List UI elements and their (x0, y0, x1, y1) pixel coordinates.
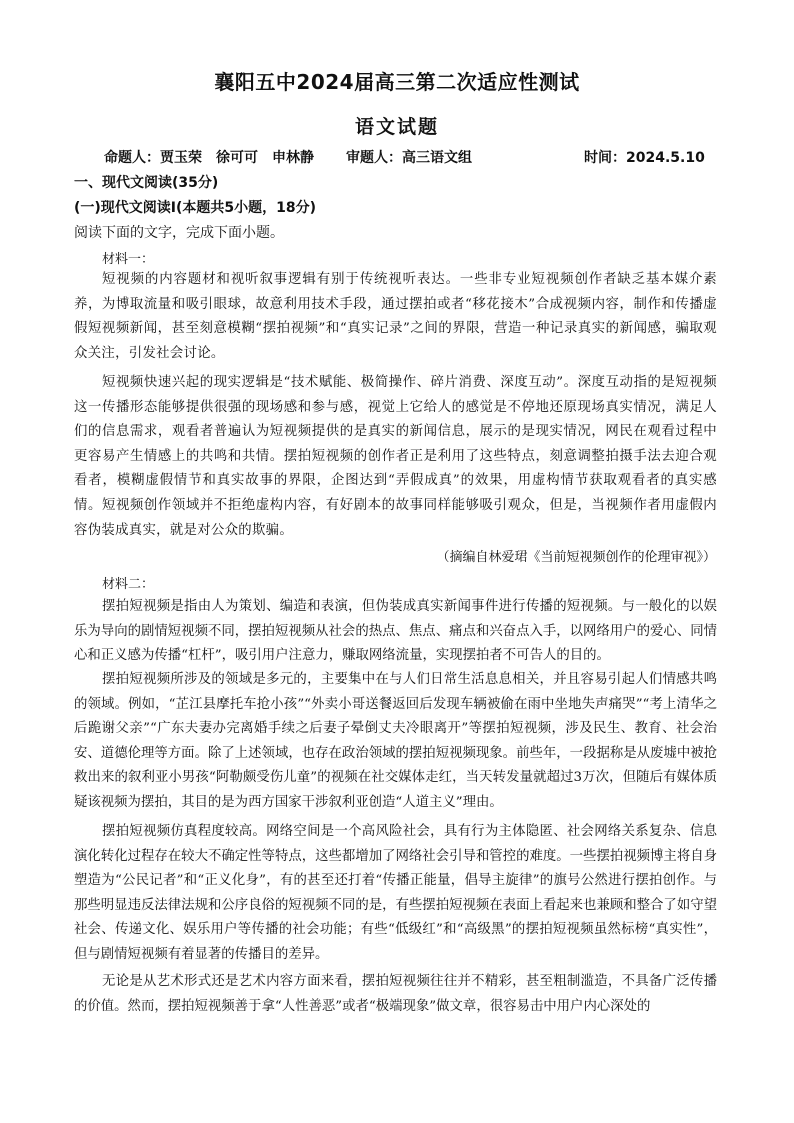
subsection-heading: (一)现代文阅读Ⅰ(本题共5小题，18分) (74, 200, 317, 216)
material-label: 材料一： (102, 252, 155, 267)
paragraph: 摆拍短视频所涉及的领域是多元的，主要集中在与人们日常生活息息相关，并且容易引起人们情感共鸣的领域。例如，“芷江县摩托车抢小孩”“外卖小哥送餐返回后发现车辆被偷在雨中坐地失声痛哭”“考上清华之后跪谢父亲”“广东夫妻办完离婚手续之后妻子晕倒丈夫冷眼离开”等摆拍短视频，涉及民生、教育、社会治安、道德伦理等方面。除了上述领域，也存在政治领域的摆拍短视频现象。前些年，一段据称是从废墟中被抢救出来的叙利亚小男孩“阿勒颇受伤儿童”的视频在社交媒体走红，当天转发量就超过3万次，但随后有媒体质疑该视频为摆拍，其目的是为西方国家干涉叙利亚创造“人道主义”理由。 (74, 672, 717, 810)
section-heading: 一、现代文阅读(35分) (74, 175, 219, 191)
reading-instruction: 阅读下面的文字，完成下面小题。 (74, 225, 284, 241)
reviewer-line: 审题人：高三语文组 (346, 150, 472, 166)
setters-line: 命题人：贾玉荣 徐可可 申林静 (104, 150, 314, 166)
source-citation: （摘编自林爱珺《当前短视频创作的伦理审视》） (436, 550, 716, 565)
paragraph: 无论是从艺术形式还是艺术内容方面来看，摆拍短视频往往并不精彩，甚至粗制滥造，不具备广泛传播的价值。然而，摆拍短视频善于拿“人性善恶”或者“极端现象”做文章，很容易击中用户内心深处的 (74, 974, 717, 1014)
exam-title: 襄阳五中2024届高三第二次适应性测试 (214, 70, 580, 94)
paragraph: 摆拍短视频仿真程度较高。网络空间是一个高风险社会，具有行为主体隐匿、社会网络关系复杂、信息演化转化过程存在较大不确定性等特点，这些都增加了网络社会引导和管控的难度。一些摆拍视频博主将自身塑造为“公民记者”和“正义化身”，有的甚至还打着“传播正能量，倡导主旋律”的旗号公然进行摆拍创作。与那些明显违反法律法规和公序良俗的短视频不同的是，有些摆拍短视频在表面上看起来也兼顾和整合了如守望社会、传递文化、娱乐用户等传播的社会功能；有些“低级红”和“高级黑”的摆拍短视频虽然标榜“真实性”，但与剧情短视频有着显著的传播目的差异。 (74, 824, 717, 962)
exam-time: 时间：2024.5.10 (584, 150, 705, 166)
paragraph: 短视频的内容题材和视听叙事逻辑有别于传统视听表达。一些非专业短视频创作者缺乏基本媒介素养，为博取流量和吸引眼球，故意利用技术手段，通过摆拍或者“移花接木”合成视频内容，制作和传播虚假短视频新闻，甚至刻意模糊“摆拍视频”和“真实记录”之间的界限，营造一种记录真实的新闻感，骗取观众关注，引发社会讨论。 (74, 272, 717, 361)
material-label: 材料二： (102, 577, 155, 592)
paper-subtitle: 语文试题 (354, 116, 439, 138)
paragraph: 短视频快速兴起的现实逻辑是“技术赋能、极简操作、碎片消费、深度互动”。深度互动指的是短视频这一传播形态能够提供很强的现场感和参与感，视觉上它给人的感觉是不停地还原现场真实情况，满足人们的信息需求，观看者普遍认为短视频提供的是真实的新闻信息，展示的是现实情况，网民在观看过程中更容易产生情感上的共鸣和共情。摆拍短视频的创作者正是利用了这些特点，刻意调整拍摄手法去迎合观看者，模糊虚假情节和真实故事的界限，企图达到“弄假成真”的效果，用虚构情节获取观看者的真实感情。短视频创作领域并不拒绝虚构内容，有好剧本的故事同样能够吸引观众，但是，当视频作者用虚假内容伪装成真实，就是对公众的欺骗。 (74, 375, 717, 538)
paragraph: 摆拍短视频是指由人为策划、编造和表演，但伪装成真实新闻事件进行传播的短视频。与一般化的以娱乐为导向的剧情短视频不同，摆拍短视频从社会的热点、焦点、痛点和兴奋点入手，以网络用户的爱心、同情心和正义感为传播“杠杆”，吸引用户注意力，赚取网络流量，实现摆拍者不可告人的目的。 (74, 599, 717, 664)
